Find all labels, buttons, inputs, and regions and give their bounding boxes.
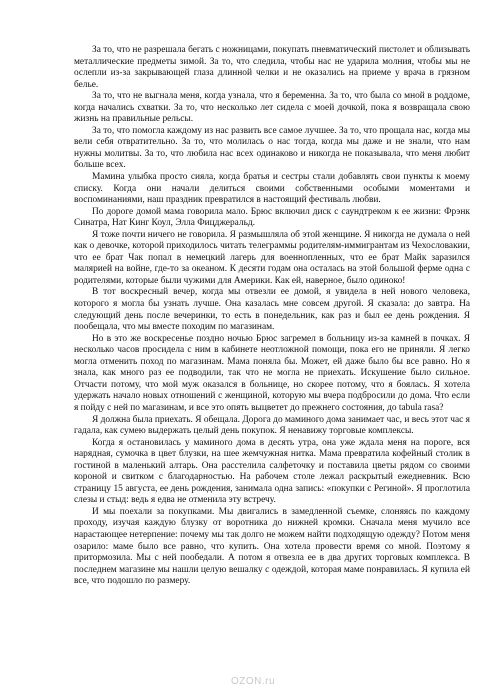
paragraph: Мамина улыбка просто сияла, когда братья и сестры стали добавлять свои пункты к моему списку. Когда они начали делиться своими собственными особыми моментами и воспоминаниями, наш праздник превратился в настоящий фестиваль любви. <box>74 172 470 206</box>
paragraph: За то, что помогла каждому из нас развить все самое лучшее. За то, что прощала нас, когда мы вели себя отвратительно. За то, что молилась о нас тогда, когда мы даже и не знали, что нам нужны молитвы. За то, что любила нас всех одинаково и никогда не показывала, что меня любит больше всех. <box>74 125 470 171</box>
paragraph: Но в это же воскресенье поздно ночью Брюс загремел в больницу из-за камней в почках. Я несколько часов просидела с ним в кабинете неотложной помощи, пока его не приняли. Я легко могла отменить поход по магазинам. Мама поняла бы. Может, ей даже было бы все равно. Но я знала, как много раз ее подводили, так что не могла не приехать. Искушение было сильное. Отчасти потому, что мой муж оказался в больнице, но скорее потому, что я боялась. Я хотела удержать начало новых отношений с женщиной, которую мы вчера подбросили до дома. Что если я пойду с ней по магазинам, и все это опять выцветет до прежнего состояния, до tabula rasa? <box>74 333 470 413</box>
paragraph: По дороге домой мама говорила мало. Брюс включил диск с саундтреком к ее жизни: Фрэнк Синатра, Нат Кинг Коул, Элла Фицджеральд. <box>74 206 470 229</box>
paragraph: Я тоже почти ничего не говорила. Я размышляла об этой женщине. Я никогда не думала о ней как о девочке, которой приходилось читать телеграммы родителям-иммигрантам из Чехословакии, что ее брат Чак попал в немецкий лагерь для военнопленных, что ее брат Майк заразился малярией на войне, где-то за океаном. К десяти годам она осталась на этой большой ферме одна с родителями, которые были чужими для Америки. Как ей, наверное, было одиноко! <box>74 229 470 286</box>
paragraph: В тот воскресный вечер, когда мы отвезли ее домой, я увидела в ней нового человека, которого я могла бы узнать лучше. Она казалась мне совсем другой. Я сказала: до завтра. На следующий день после вечеринки, то есть в понедельник, как раз и был ее день рождения. Я пообещала, что мы вместе походим по магазинам. <box>74 287 470 333</box>
watermark: OZON.ru <box>231 676 276 687</box>
paragraph: За то, что не выгнала меня, когда узнала, что я беременна. За то, что была со мной в роддоме, когда начались схватки. За то, что несколько лет сидела с моей дочкой, пока я возвращала свою жизнь на правильные рельсы. <box>74 91 470 125</box>
paragraph: За то, что не разрешала бегать с ножницами, покупать пневматический пистолет и облизывать металлические предметы зимой. За то, что следила, чтобы нас не ударила молния, чтобы мы не ослепли из-за закрывающей глаза длинной челки и не оказались на приеме у врача в грязном белье. <box>74 45 470 90</box>
page-text <box>74 45 470 588</box>
paragraph: И мы поехали за покупками. Мы двигались в замедленной съемке, слоняясь по каждому проходу, изучая каждую блузку от воротника до нижней кромки. Сначала меня мучило все нарастающее нетерпение: почему мы так долго не можем найти подходящую одежду? Потом меня озарило: маме было все равно, что купить. Она хотела провести время со мной. Поэтому я притормозила. Мы с ней пообедали. А потом я отвезла ее в два других торговых комплекса. В последнем магазине мы нашли целую вешалку с одеждой, которая маме понравилась. Я купила ей все, что подошло по размеру. <box>74 506 470 587</box>
paragraph: Я должна была приехать. Я обещала. Дорога до маминого дома занимает час, и весь этот час я гадала, как сумею выдержать целый день покупок. Я ненавижу торговые комплексы. <box>74 414 470 437</box>
paragraph: Когда я остановилась у маминого дома в десять утра, она уже ждала меня на пороге, вся нарядная, сумочка в цвет блузки, на шее жемчужная нитка. Мама превратила кофейный столик в гостиной в маленький алтарь. Она расстелила салфеточку и поставила цветы рядом со своими короной и свитком с благодарностью. На рабочем столе лежал раскрытый ежедневник. Всю страницу 15 августа, ее день рождения, занимала одна запись: «покупки с Региной». Я проглотила слезы и стыд: ведь я едва не отменила эту встречу. <box>74 437 470 506</box>
